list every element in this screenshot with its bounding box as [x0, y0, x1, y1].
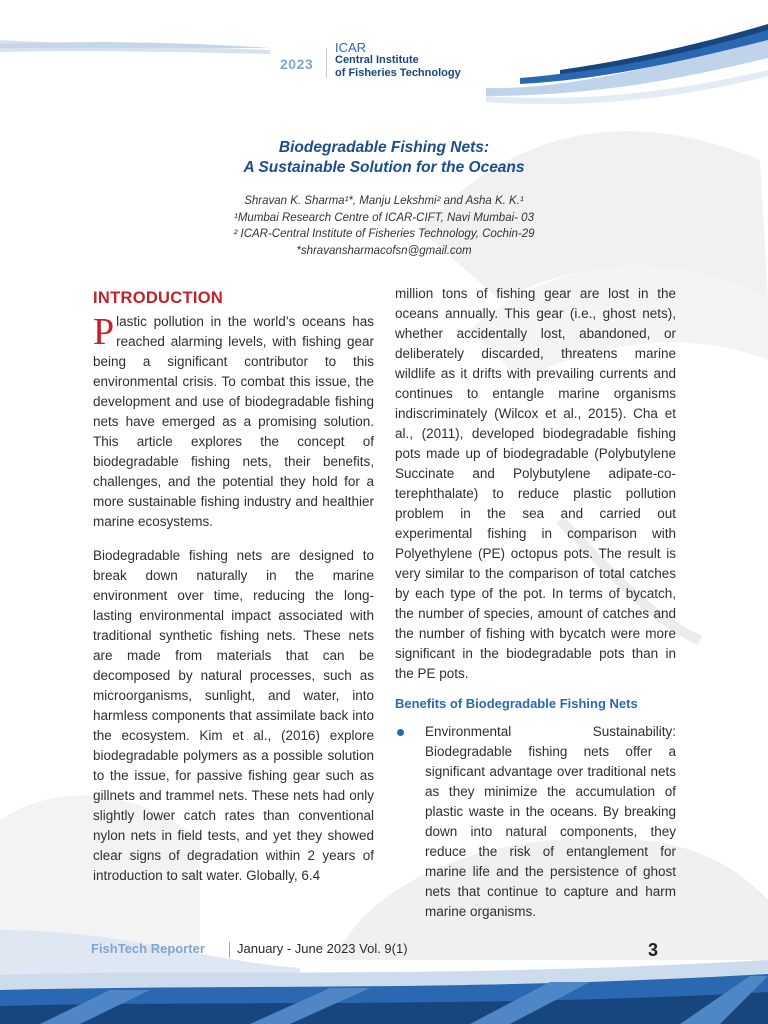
org-name-line1: ICAR: [335, 40, 367, 55]
introduction-heading: INTRODUCTION: [93, 289, 224, 307]
org-name-line2: Central Institute: [335, 54, 419, 66]
affiliation-1: ¹Mumbai Research Centre of ICAR-CIFT, Navi Mumbai- 03: [234, 211, 534, 224]
author-email: *shravansharmacofsn@gmail.com: [296, 244, 472, 257]
header-divider: [326, 48, 327, 78]
footer-issue: January - June 2023 Vol. 9(1): [237, 941, 408, 956]
footer-divider: [229, 942, 230, 958]
article-title-line1: Biodegradable Fishing Nets:: [278, 139, 490, 156]
org-name-line3: of Fisheries Technology: [335, 67, 461, 79]
author-names: Shravan K. Sharma¹*, Manju Lekshmi² and Asha K. K.¹: [244, 195, 524, 207]
intro-paragraph: [93, 312, 374, 532]
body-paragraph-3: million tons of fishing gear are lost in the oceans annually. This gear (i.e., ghost nets), whether accidentally lost, abandoned, or deliberately discarded, threatens marine wildlife as it drifts with prevailing currents and continues to entangle marine organisms indiscriminately (Wilcox et al., 2015). Cha et al., (2011), developed biodegradable fishing pots made up of biodegradable (Polybutylene Succinate and Polybutylene adipate-co-terephthalate) to reduce plastic pollution problem in the sea and carried out experimental fishing in comparison with Polyethylene (PE) octopus pots. The result is very similar to the comparison of total catches by each type of the pot. In terms of bycatch, the number of species, amount of catches and the number of fishing with bycatch were more significant in the biodegradable pots than in the PE pots.: [395, 286, 676, 681]
article-title: [150, 138, 618, 178]
article-title-line2: A Sustainable Solution for the Oceans: [243, 159, 525, 176]
page-number: 3: [648, 940, 659, 960]
footer-publication: FishTech Reporter: [91, 941, 205, 956]
drop-cap: P: [93, 311, 115, 353]
benefits-heading: Benefits of Biodegradable Fishing Nets: [395, 696, 638, 711]
bullet-text: Environmental Sustainability: Biodegradable fishing nets offer a significant advantage over traditional nets as they minimize the accumulation of plastic waste in the oceans. By breaking down into natural components, they reduce the risk of entanglement for marine life and the persistence of ghost nets that continue to capture and harm marine organisms.: [425, 724, 676, 919]
header-organization: [335, 41, 461, 80]
header-year: 2023: [280, 56, 314, 72]
intro-paragraph-text: lastic pollution in the world’s oceans has reached alarming levels, with fishing gear being a significant contributor to this environmental crisis. To combat this issue, the development and use of biodegradable fishing nets have emerged as a promising solution. This article explores the concept of biodegradable fishing nets, their benefits, challenges, and the potential they hold for a more sustainable fishing industry and healthier marine ecosystems.: [93, 314, 374, 529]
affiliation-2: ² ICAR-Central Institute of Fisheries Technology, Cochin-29: [233, 228, 535, 240]
bullet-item: [395, 722, 676, 922]
author-block: [150, 193, 618, 259]
body-paragraph-2: Biodegradable fishing nets are designed to break down naturally in the marine environment over time, reducing the long-lasting environmental impact associated with traditional synthetic fishing nets. These nets are made from materials that can be decomposed by natural processes, such as microorganisms, sunlight, and water, into harmless components that assimilate back into the ecosystem. Kim et al., (2016) explore biodegradable polymers as a possible solution to the issue, for passive fishing gear such as gillnets and trammel nets. These nets had only slightly lower catch rates than conventional nylon nets in field tests, and yet they showed clear signs of degradation within 2 years of introduction to salt water. Globally, 6.4: [93, 548, 374, 883]
left-column: [93, 288, 374, 886]
bullet-dot-icon: [397, 729, 404, 736]
right-column: [395, 284, 676, 922]
